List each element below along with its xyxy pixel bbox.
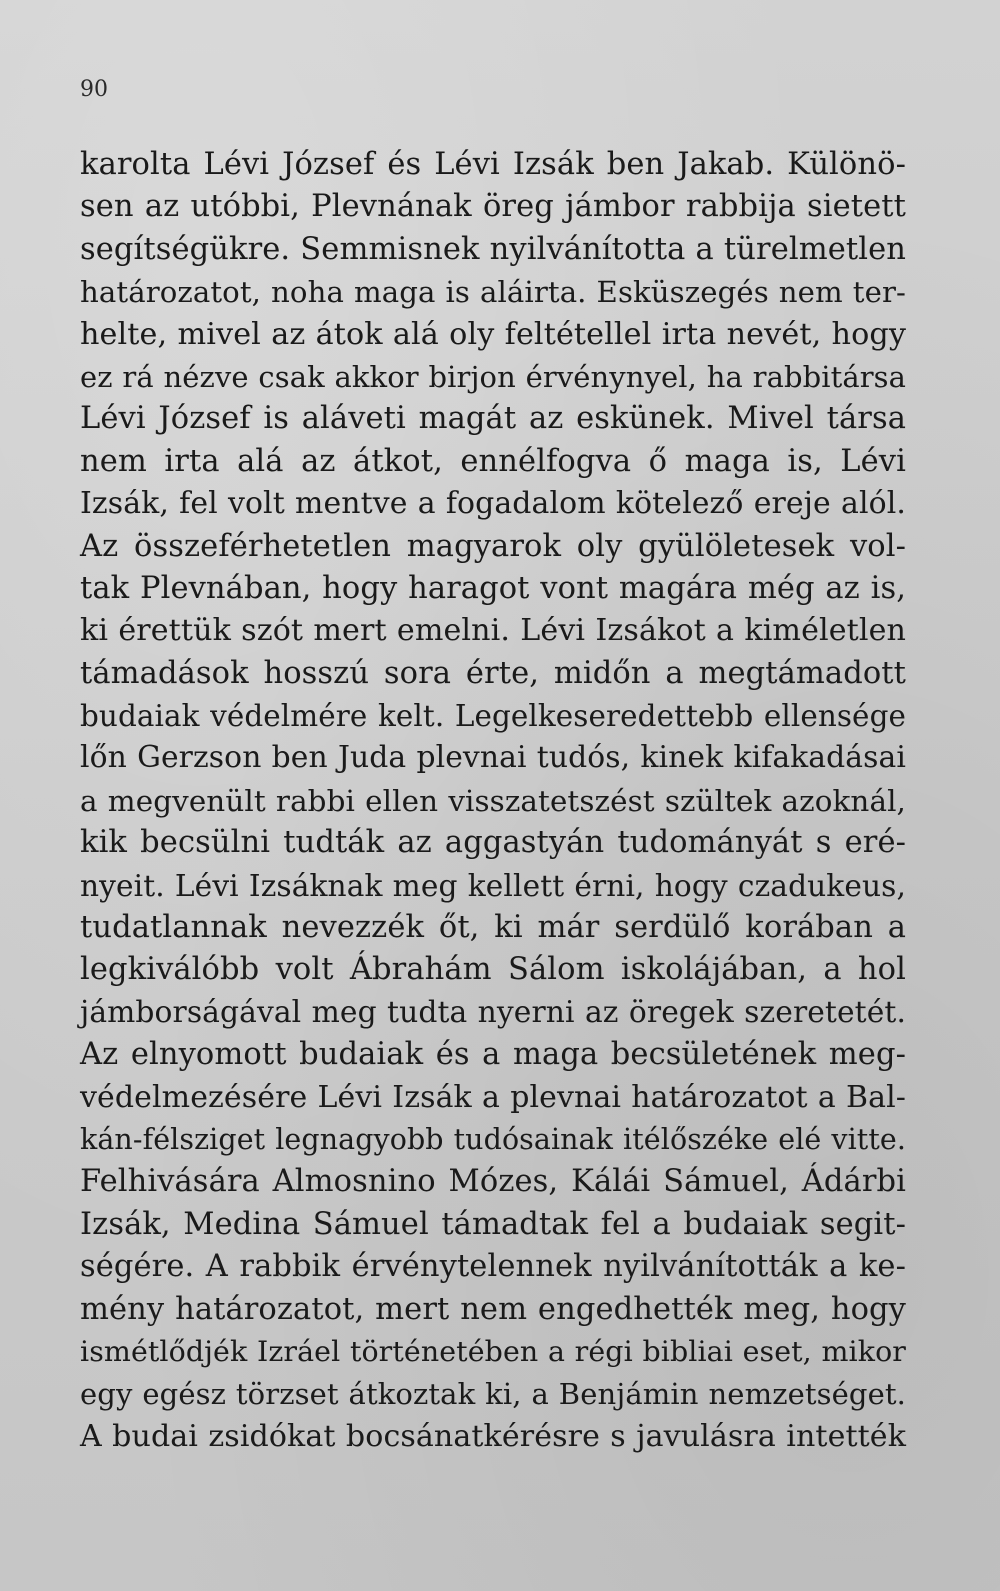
text-line: sen az utóbbi, Plevnának öreg jámbor rabbija sietett <box>80 189 906 225</box>
text-line: Felhivására Almosnino Mózes, Kálái Sámuel, Ádárbi <box>80 1164 906 1200</box>
text-line: legkiválóbb volt Ábrahám Sálom iskolájában, a hol <box>80 952 906 988</box>
text-line: ki érettük szót mert emelni. Lévi Izsákot a kiméletlen <box>80 613 906 649</box>
text-line: támadások hosszú sora érte, midőn a megtámadott <box>80 655 906 691</box>
text-line: nem irta alá az átkot, ennélfogva ő maga is, Lévi <box>80 443 906 479</box>
text-line: mény határozatot, mert nem engedhették meg, hogy <box>80 1291 906 1327</box>
text-line: kán-félsziget legnagyobb tudósainak itélőszéke elé vitte. <box>80 1122 906 1156</box>
text-line: tak Plevnában, hogy haragot vont magára még az is, <box>80 570 906 606</box>
text-line: nyeit. Lévi Izsáknak meg kellett érni, hogy czadukeus, <box>80 867 906 903</box>
text-line: A budai zsidókat bocsánatkérésre s javulásra intették <box>80 1418 906 1454</box>
page-number: 90 <box>80 77 108 102</box>
text-line: kik becsülni tudták az aggastyán tudományát s eré- <box>80 825 906 861</box>
text-line: határozatot, noha maga is aláirta. Esküszegés nem ter- <box>80 275 906 310</box>
text-line: egy egész törzset átkoztak ki, a Benjámin nemzetséget. <box>80 1377 906 1412</box>
text-line: Lévi József is aláveti magát az eskünek. Mivel társa <box>80 401 906 437</box>
text-line: Izsák, Medina Sámuel támadtak fel a budaiak segit- <box>80 1206 906 1242</box>
text-line: Az elnyomott budaiak és a maga becsületének meg- <box>80 1037 906 1073</box>
text-line: karolta Lévi József és Lévi Izsák ben Jakab. Különö- <box>80 147 906 182</box>
text-line: helte, mivel az átok alá oly feltétellel irta nevét, hogy <box>80 316 906 352</box>
text-line: a megvenült rabbi ellen visszatetszést szültek azoknál, <box>80 783 906 818</box>
text-line: jámborságával meg tudta nyerni az öregek szeretetét. <box>80 994 906 1030</box>
text-line: lőn Gerzson ben Juda plevnai tudós, kinek kifakadásai <box>80 740 906 776</box>
text-line: tudatlannak nevezzék őt, ki már serdülő korában a <box>80 910 906 946</box>
text-line: Izsák, fel volt mentve a fogadalom kötelező ereje alól. <box>80 486 906 522</box>
text-body <box>80 144 906 1458</box>
text-line: Az összeférhetetlen magyarok oly gyülöletesek vol- <box>80 528 906 564</box>
text-line: ségére. A rabbik érvénytelennek nyilvánították a ke- <box>80 1249 906 1285</box>
text-line: ez rá nézve csak akkor birjon érvénynyel, ha rabbitársa <box>80 359 906 394</box>
text-line: budaiak védelmére kelt. Legelkeseredettebb ellensége <box>80 699 906 734</box>
text-line: ismétlődjék Izráel történetében a régi bibliai eset, mikor <box>80 1334 906 1368</box>
text-line: segítségükre. Semmisnek nyilvánította a türelmetlen <box>80 231 906 267</box>
text-line: védelmezésére Lévi Izsák a plevnai határozatot a Bal- <box>80 1079 906 1115</box>
